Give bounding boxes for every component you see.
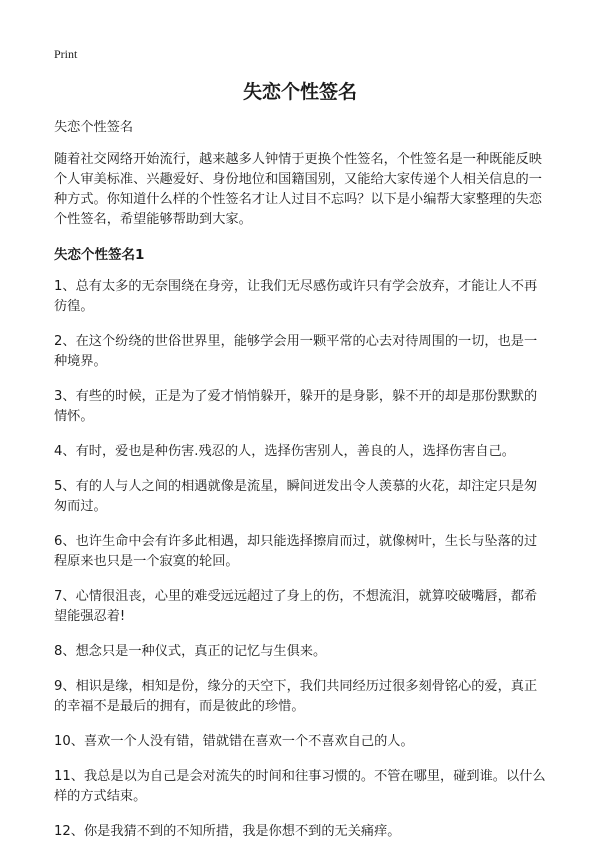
article-body bbox=[54, 118, 548, 857]
list-item: 7、心情很沮丧，心里的难受远远超过了身上的伤，不想流泪，就算咬破嘴唇，都希望能强忍着! bbox=[54, 589, 538, 624]
list-item: 11、我总是以为自己是会对流失的时间和往事习惯的。不管在哪里，碰到谁。以什么样的方式结束。 bbox=[54, 769, 546, 804]
list-item: 9、相识是缘，相知是份，缘分的天空下，我们共同经历过很多刻骨铭心的爱，真正的幸福不是最后的拥有，而是彼此的珍惜。 bbox=[54, 679, 538, 714]
signature-list bbox=[54, 277, 548, 842]
intro-paragraph: 随着社交网络开始流行，越来越多人钟情于更换个性签名，个性签名是一种既能反映个人审美标准、兴趣爱好、身份地位和国籍国别，又能给大家传递个人相关信息的一种方式。你知道什么样的个性签名才让人过目不忘吗？以下是小编帮大家整理的失恋个性签名，希望能够帮助到大家。 bbox=[54, 152, 542, 227]
list-item: 8、想念只是一种仪式，真正的记忆与生俱来。 bbox=[54, 644, 327, 659]
list-item: 6、也许生命中会有许多此相遇，却只能选择擦肩而过，就像树叶，生长与坠落的过程原来也只是一个寂寞的轮回。 bbox=[54, 534, 538, 569]
list-item: 3、有些的时候，正是为了爱才悄悄躲开，躲开的是身影，躲不开的却是那份默默的情怀。 bbox=[54, 389, 538, 424]
list-item: 4、有时，爱也是种伤害.残忍的人，选择伤害别人，善良的人，选择伤害自己。 bbox=[54, 444, 515, 459]
list-item: 5、有的人与人之间的相遇就像是流星，瞬间迸发出令人羡慕的火花，却注定只是匆匆而过。 bbox=[54, 479, 538, 514]
list-item: 2、在这个纷绕的世俗世界里，能够学会用一颗平常的心去对待周围的一切，也是一种境界。 bbox=[54, 334, 538, 369]
list-item: 1、总有太多的无奈围绕在身旁，让我们无尽感伤或许只有学会放弃，才能让人不再彷徨。 bbox=[54, 279, 538, 314]
list-item: 12、你是我猜不到的不知所措，我是你想不到的无关痛痒。 bbox=[54, 824, 401, 839]
article-subtitle: 失恋个性签名 bbox=[54, 120, 134, 135]
section-heading: 失恋个性签名1 bbox=[54, 247, 145, 263]
list-item: 10、喜欢一个人没有错，错就错在喜欢一个不喜欢自己的人。 bbox=[54, 734, 414, 749]
print-link[interactable]: Print bbox=[54, 47, 78, 61]
page-title: 失恋个性签名 bbox=[242, 81, 357, 103]
